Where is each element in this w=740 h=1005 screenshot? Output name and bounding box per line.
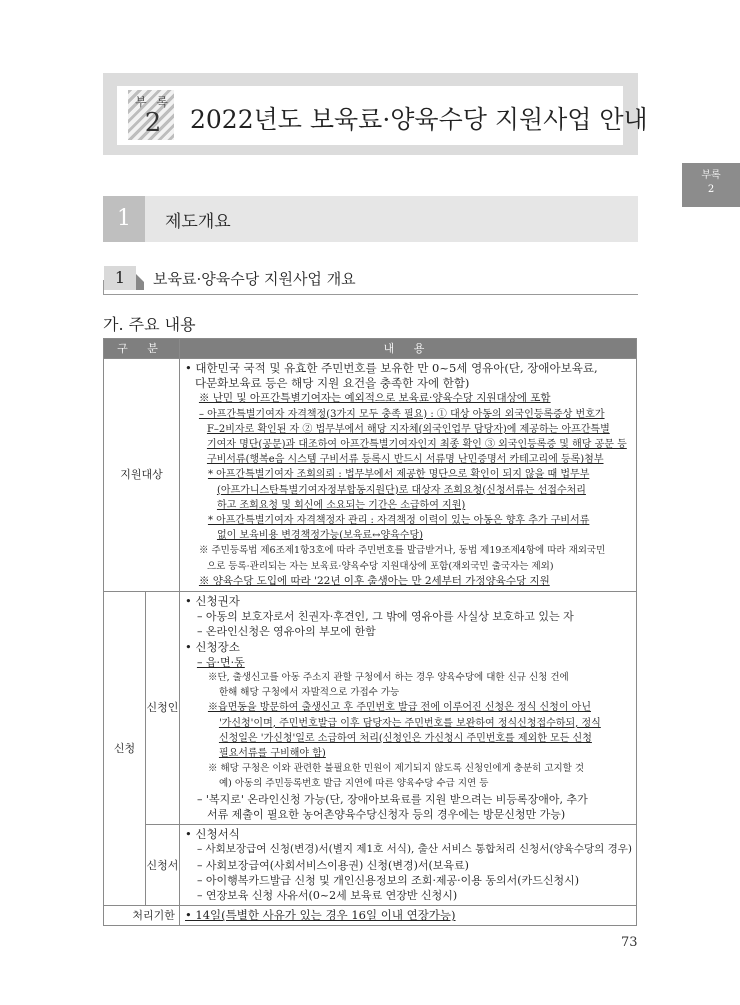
text-line: 하고 조회요청 및 회신에 소요되는 기간은 소급하여 지원) (216, 499, 466, 511)
side-tab-number: 2 (707, 184, 715, 195)
table-row (104, 359, 637, 592)
text-line: – 아프간특별기여자 자격책정(3가지 모두 충족 필요) : ① 대상 아동의 외국인등록증상 번호가 (198, 408, 605, 420)
text-line: 예) 아동의 주민등록번호 발급 지연에 따른 양육수당 수급 지연 등 (218, 778, 489, 790)
text-line: 필요서류를 구비해야 함) (218, 748, 326, 760)
text-line: – 아이행복카드발급 신청 및 개인신용정보의 조회·제공·이용 동의서(카드신청시) (196, 873, 580, 887)
text-line: ※ 양육수당 도입에 따라 '22년 이후 출생아는 만 2세부터 가정양육수당 지원 (198, 574, 550, 587)
appendix-side-tab (682, 163, 740, 207)
text-line: – 연장보육 신청 사유서(0~2세 보육료 연장반 신청시) (196, 888, 458, 902)
text-line: * 아프간특별기여자 자격책정자 관리 : 자격책정 이력이 있는 아동은 향후 추가 구비서류 (207, 515, 590, 527)
table-header-row (104, 339, 637, 359)
row-label-support-target: 지원대상 (104, 359, 180, 592)
text-line: – 사회보장급여 신청(변경)서(별지 제1호 서식), 출산 서비스 통합처리 신청서(양육수당의 경우) (196, 843, 632, 856)
appendix-number: 2 (144, 108, 162, 138)
subsection-title: 보육료·양육수당 지원사업 개요 (153, 270, 356, 288)
text-line: ※읍면동을 방문하여 출생신고 후 주민번호 발급 전에 이루어진 신청은 정식 신청이 아닌 (207, 702, 592, 714)
section-title: 제도개요 (165, 212, 231, 232)
text-line: ※단, 출생신고를 아동 주소지 관할 구청에서 하는 경우 양육수당에 대한 신규 신청 건에 (207, 672, 569, 684)
text-line: 서류 제출이 필요한 농어촌양육수당신청자 등의 경우에는 방문신청만 가능) (206, 807, 566, 821)
table-row (104, 825, 637, 906)
table-row (104, 906, 637, 926)
side-tab-label: 부록 (701, 170, 721, 181)
text-line: 기여자 명단(공문)과 대조하여 아프간특별기여자인지 최종 확인 ③ 외국인등록증 및 해당 공문 등 (206, 439, 627, 451)
deadline-content (179, 906, 636, 926)
text-line: '가신청'이며, 주민번호발급 이후 담당자는 주민번호를 보완하여 정식신청접수하되, 정식 (218, 717, 601, 729)
text-line: F–2비자로 확인된 자 ② 법무부에서 해당 지자체(외국인업무 담당자)에 제공하는 아프간특별 (206, 423, 610, 435)
content-heading: 가. 주요 내용 (103, 315, 196, 334)
text-line: 없이 보육비용 변경책정가능(보육료↔양육수당) (216, 530, 424, 542)
row-label-applicant: 신청인 (145, 592, 179, 825)
text-line: * 아프간특별기여자 조회의뢰 : 법무부에서 제공한 명단으로 확인이 되지 않을 때 법무부 (207, 469, 590, 481)
text-line: 한해 해당 구청에서 자발적으로 가접수 가능 (218, 687, 400, 699)
row-label-deadline: 처리기한 (104, 906, 180, 926)
text-line: ※ 난민 및 아프간특별기여자는 예외적으로 보육료·양육수당 지원대상에 포함 (198, 392, 551, 405)
text-line: • 신청서식 (184, 827, 240, 842)
text-line: • 14일(특별한 사유가 있는 경우 16일 이내 연장가능) (184, 908, 456, 923)
applicant-content (179, 592, 636, 825)
subsection-number: 1 (104, 266, 136, 290)
text-line: 다문화보육료 등은 해당 지원 요건을 충족한 자에 한함) (194, 376, 470, 391)
text-line: (아프가니스탄특별기여자정부합동지원단)로 대상자 조회요청(신청서류는 선접수처리 (216, 484, 586, 496)
page-title: 2022년도 보육료·양육수당 지원사업 안내 (190, 105, 648, 134)
text-line: • 신청권자 (184, 594, 240, 609)
text-line: 구비서류(행복e음 시스템 구비서류 등록시 반드시 서류명 난민증명서 카테고리에 등록)첨부 (206, 454, 604, 466)
subsection-rule (103, 294, 638, 295)
text-line: ※ 해당 구청은 이와 관련한 불필요한 민원이 제기되지 않도록 신청인에게 충분히 고지할 것 (207, 763, 585, 775)
header-category: 구 분 (104, 339, 180, 359)
page-number: 73 (621, 935, 638, 950)
section-number: 1 (103, 196, 145, 242)
text-line: – 아동의 보호자로서 친권자·후견인, 그 밖에 영유아를 사실상 보호하고 있는 자 (196, 610, 574, 624)
text-line: ※ 주민등록법 제6조제1항3호에 따라 주민번호를 발급받거나, 동법 제19조제4항에 따라 재외국민 (198, 545, 606, 557)
text-line: – 사회보장급여(사회서비스이용권) 신청(변경)서(보육료) (196, 858, 469, 872)
text-line: – '복지로' 온라인신청 가능(단, 장애아보육료를 지원 받으려는 비등록장애아, 추가 (196, 792, 588, 806)
row-label-form: 신청서 (145, 825, 179, 906)
appendix-label: 부 록 (135, 95, 171, 109)
text-line: – 읍·면·동 (196, 655, 245, 669)
overview-table (103, 338, 637, 926)
text-line: • 대한민국 국적 및 유효한 주민번호를 보유한 만 0~5세 영유아(단, 장애아보육료, (184, 361, 598, 375)
support-target-content (179, 359, 636, 592)
table-row (104, 592, 637, 825)
text-line: 으로 등록·관리되는 자는 보육료·양육수당 지원대상에 포함(재외국민 출국자는 제외) (206, 560, 554, 572)
text-line: – 온라인신청은 영유아의 부모에 한함 (196, 625, 376, 639)
text-line: 신청일은 '가신청'일로 소급하여 처리(신청인은 가신청시 주민번호를 제외한 모든 신청 (218, 732, 592, 744)
text-line: • 신청장소 (184, 639, 240, 654)
row-label-application: 신청 (104, 592, 146, 906)
subsection-arrow-icon (136, 274, 144, 290)
form-content (179, 825, 636, 906)
header-content: 내 용 (179, 339, 636, 359)
